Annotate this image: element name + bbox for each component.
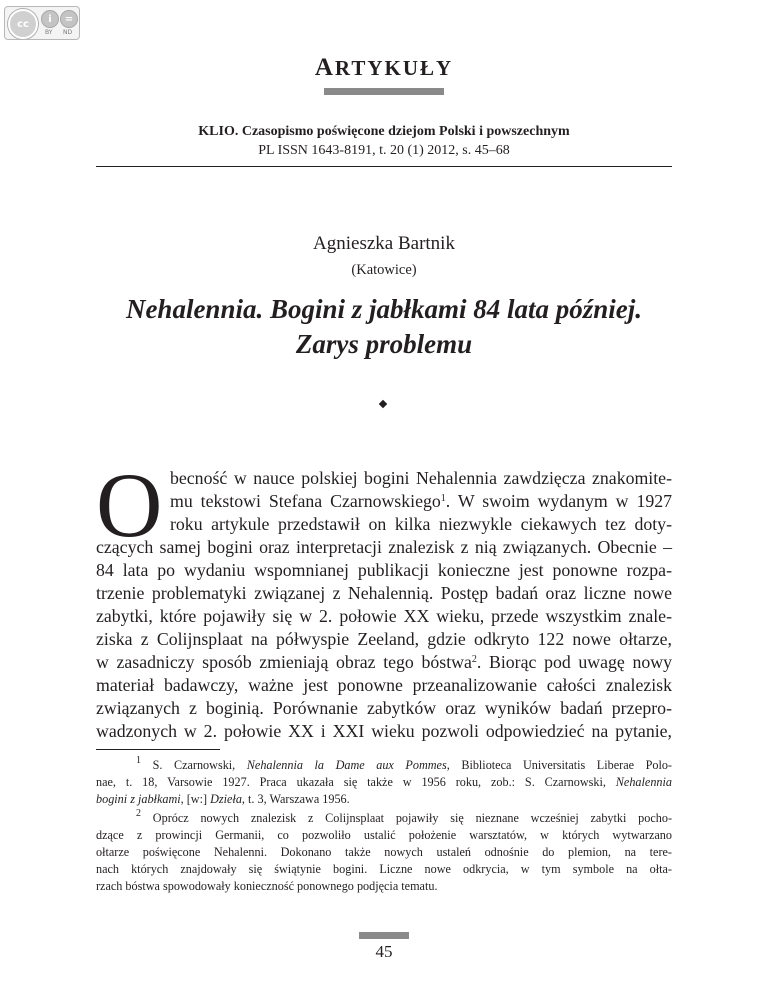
body-line: 84 lata po wydaniu wspomnianej publikacji konieczne jest ponowne rozpa-: [96, 560, 672, 580]
body-line: materiał badawczy, ważne jest ponowne przeanalizowanie całości znalezisk: [96, 675, 672, 695]
author-name: Agnieszka Bartnik: [313, 233, 455, 254]
body-line-text: . Biorąc pod uwagę nowy: [476, 652, 673, 672]
attribution-icon: i: [41, 10, 59, 28]
body-line: trzenie problematyki związanej z Nehalennią. Postęp badań oraz liczne nowe: [96, 583, 672, 603]
section-title: [0, 54, 768, 82]
header-rule: [96, 166, 672, 167]
section-title-cap: A: [314, 54, 335, 81]
cc-icon: cc: [8, 9, 38, 39]
footnote-1-line: [96, 774, 672, 791]
body-line: związanych z boginią. Porównanie zabytków oraz wyników badań przepro-: [96, 698, 672, 718]
article-title-line-2: Zarys problemu: [295, 329, 473, 359]
footnote-2-number: 2: [136, 808, 141, 819]
author-affiliation: (Katowice): [351, 262, 417, 278]
article-title-line-1: Nehalennia. Bogini z jabłkami 84 lata później.: [125, 294, 643, 324]
footnote-2-line: nach których znajdowały się świątynie bogini. Liczne nowe odkrycia, w tym symbole na ołta-: [96, 862, 672, 876]
footnote-italic: bogini z jabłkami: [96, 792, 181, 806]
body-line: roku artykule przedstawił on kilka niezwykle ciekawych tez doty-: [170, 514, 672, 534]
by-label: BY: [45, 29, 53, 36]
footnote-2-line: rzach bóstwa spowodowały konieczność ponownego podjęcia tematu.: [96, 879, 438, 893]
journal-issn: PL ISSN 1643-8191, t. 20 (1) 2012, s. 45–68: [258, 143, 510, 158]
footnote-2-line: [136, 810, 672, 827]
footnote-ref-1: 1: [440, 493, 446, 504]
section-title-rest: RTYKUŁY: [334, 56, 454, 80]
footnote-italic: Dzieła: [210, 792, 242, 806]
page-number: 45: [375, 942, 393, 961]
body-line: [96, 651, 672, 674]
cc-license-badge: [4, 6, 80, 40]
no-derivatives-icon: =: [60, 10, 78, 28]
body-line: zabytki, które pojawiły się w 2. połowie XX wieku, przede wszystkim znale-: [96, 606, 672, 626]
body-line: wadzonych w 2. połowie XX i XXI wieku pozwoli odpowiedzieć na pytanie,: [96, 721, 672, 741]
footnote-text: , t. 3, Warszawa 1956.: [241, 792, 350, 806]
body-line-text: w zasadniczy sposób zmieniają obraz tego bóstwa: [96, 652, 472, 672]
footnote-1-line: [96, 791, 672, 808]
footnote-2-line: dzące z prowincji Germanii, co pozwoliło ustalić położenie warsztatów, w których wytwarzano: [96, 828, 672, 842]
ornament-diamond: [379, 400, 387, 408]
journal-name: KLIO. Czasopismo poświęcone dziejom Polski i powszechnym: [198, 124, 570, 139]
body-line-text: mu tekstowi Stefana Czarnowskiego: [170, 491, 441, 511]
drop-cap: O: [96, 454, 163, 556]
body-line: becność w nauce polskiej bogini Nehalennia zawdzięcza znakomite-: [170, 468, 672, 488]
nd-label: ND: [63, 29, 73, 36]
footnote-text: , Biblioteca Universitatis Liberae Polo-: [446, 758, 672, 772]
footnote-text: nae, t. 18, Varsowie 1927. Praca ukazała się także w 1956 roku, zob.: S. Czarnowski,: [96, 775, 616, 789]
body-line-text: . W swoim wydanym w 1927: [445, 491, 673, 511]
footnote-2-line: ołtarze poświęcone Nehalenni. Dokonano także nowych ustaleń odnośnie do plemion, na tere-: [96, 845, 672, 859]
footnote-text: , [w:]: [180, 792, 211, 806]
section-title-bar: [324, 88, 444, 95]
footnote-text: S. Czarnowski,: [152, 758, 247, 772]
footnote-1-line: [136, 757, 672, 774]
footnote-italic: Nehalennia la Dame aux Pommes: [246, 758, 447, 772]
body-line: ziska z Colijnsplaat na półwyspie Zeeland, gdzie odkryto 122 nowe ołtarze,: [96, 629, 672, 649]
footnote-rule: [96, 749, 220, 750]
body-line: [170, 490, 672, 513]
footnote-text: Oprócz nowych znalezisk z Colijnsplaat pojawiły się nieznane wcześniej zabytki pocho-: [152, 811, 672, 825]
footnote-ref-2: 2: [471, 654, 477, 665]
footnote-italic: Nehalennia: [615, 775, 672, 789]
page-number-bar: [359, 932, 409, 939]
body-line: czących samej bogini oraz interpretacji znalezisk z nią związanych. Obecnie –: [96, 537, 672, 557]
footnote-1-number: 1: [136, 755, 141, 766]
